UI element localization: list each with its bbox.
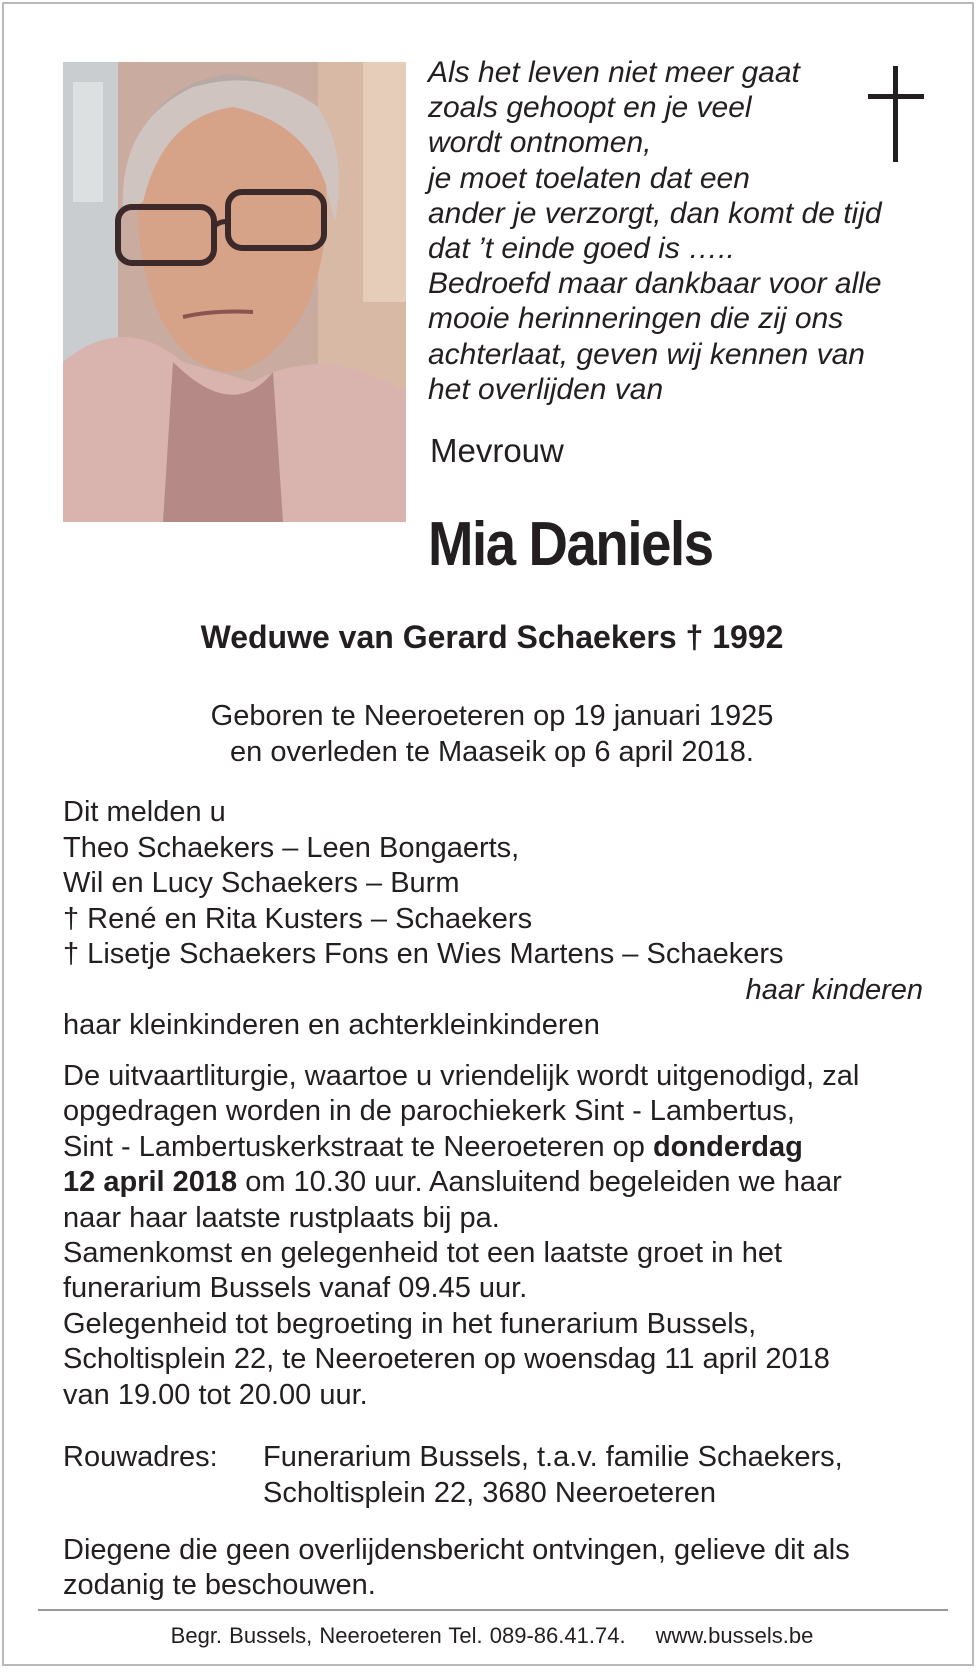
footer — [4, 1623, 980, 1649]
poem-line: dat ’t einde goed is ….. — [428, 232, 735, 266]
closing-line: Diegene die geen overlijdensbericht ontvingen, gelieve dit als — [63, 1534, 850, 1566]
liturgy-line: van 19.00 tot 20.00 uur. — [63, 1378, 368, 1411]
poem-line: zoals gehoopt en je veel — [428, 91, 752, 125]
death-notice — [2, 2, 974, 1666]
deceased-name: Mia Daniels — [428, 510, 713, 579]
liturgy-text: Sint - Lambertuskerkstraat te Neeroeteren op — [63, 1130, 653, 1163]
family-member: † René en Rita Kusters – Schaekers — [63, 902, 533, 935]
honorific: Mevrouw — [430, 432, 564, 469]
portrait-photo — [63, 62, 406, 522]
children-label: haar kinderen — [745, 973, 923, 1006]
family-list — [63, 795, 923, 1044]
grandchildren-line: haar kleinkinderen en achterkleinkinderen — [63, 1009, 600, 1041]
liturgy-line: funerarium Bussels vanaf 09.45 uur. — [63, 1272, 528, 1305]
liturgy-line: De uitvaartliturgie, waartoe u vriendelijk wordt uitgenodigd, zal — [63, 1060, 860, 1092]
closing-note — [63, 1533, 933, 1604]
closing-line: zodanig te beschouwen. — [63, 1569, 376, 1602]
funeral-day: donderdag — [652, 1130, 803, 1163]
poem-line: ander je verzorgt, dan komt de tijd — [428, 196, 882, 230]
latin-cross-icon — [868, 66, 926, 162]
funeral-date: 12 april 2018 — [63, 1166, 238, 1199]
address-line: Scholtisplein 22, 3680 Neeroeteren — [263, 1477, 717, 1509]
poem-line: mooie herinneringen die zij ons — [428, 302, 844, 336]
funeral-details — [63, 1059, 933, 1413]
died-line: en overleden te Maaseik op 6 april 2018. — [230, 736, 754, 768]
family-member: † Lisetje Schaekers Fons en Wies Martens – Schaekers — [63, 938, 784, 970]
liturgy-line: Samenkomst en gelegenheid tot een laatste groet in het — [63, 1237, 783, 1270]
poem-line: je moet toelaten dat een — [428, 161, 750, 195]
family-member: Wil en Lucy Schaekers – Burm — [63, 867, 460, 899]
widow-line: Weduwe van Gerard Schaekers † 1992 — [200, 619, 784, 655]
liturgy-line: Gelegenheid tot begroeting in het funerarium Bussels, — [63, 1307, 757, 1340]
poem-line: wordt ontnomen, — [428, 126, 652, 160]
liturgy-line: Scholtisplein 22, te Neeroeteren op woensdag 11 april 2018 — [63, 1343, 830, 1376]
poem-line: Bedroefd maar dankbaar voor alle — [428, 267, 882, 301]
poem-line: het overlijden van — [428, 372, 664, 406]
website-link[interactable]: www.bussels.be — [655, 1623, 814, 1648]
poem-line: achterlaat, geven wij kennen van — [428, 337, 865, 371]
footer-divider — [38, 1609, 948, 1611]
family-intro: Dit melden u — [63, 796, 226, 828]
address-value — [263, 1439, 903, 1511]
poem-text — [428, 55, 898, 407]
birth-death-info — [4, 698, 980, 770]
liturgy-line — [63, 1165, 933, 1200]
liturgy-line: opgedragen worden in de parochiekerk Sint - Lambertus, — [63, 1095, 795, 1128]
liturgy-line — [63, 1130, 933, 1165]
poem-line: Als het leven niet meer gaat — [428, 56, 800, 89]
address-line: Funerarium Bussels, t.a.v. familie Schaekers, — [263, 1441, 843, 1473]
address-label: Rouwadres: — [63, 1441, 218, 1473]
liturgy-text: om 10.30 uur. Aansluitend begeleiden we haar — [237, 1166, 842, 1199]
born-line: Geboren te Neeroeteren op 19 januari 1925 — [210, 700, 774, 732]
family-member: Theo Schaekers – Leen Bongaerts, — [63, 831, 520, 864]
funeral-home-imprint: Begr. Bussels, Neeroeteren Tel. 089-86.41.74. — [170, 1623, 626, 1648]
liturgy-line: naar haar laatste rustplaats bij pa. — [63, 1201, 500, 1234]
